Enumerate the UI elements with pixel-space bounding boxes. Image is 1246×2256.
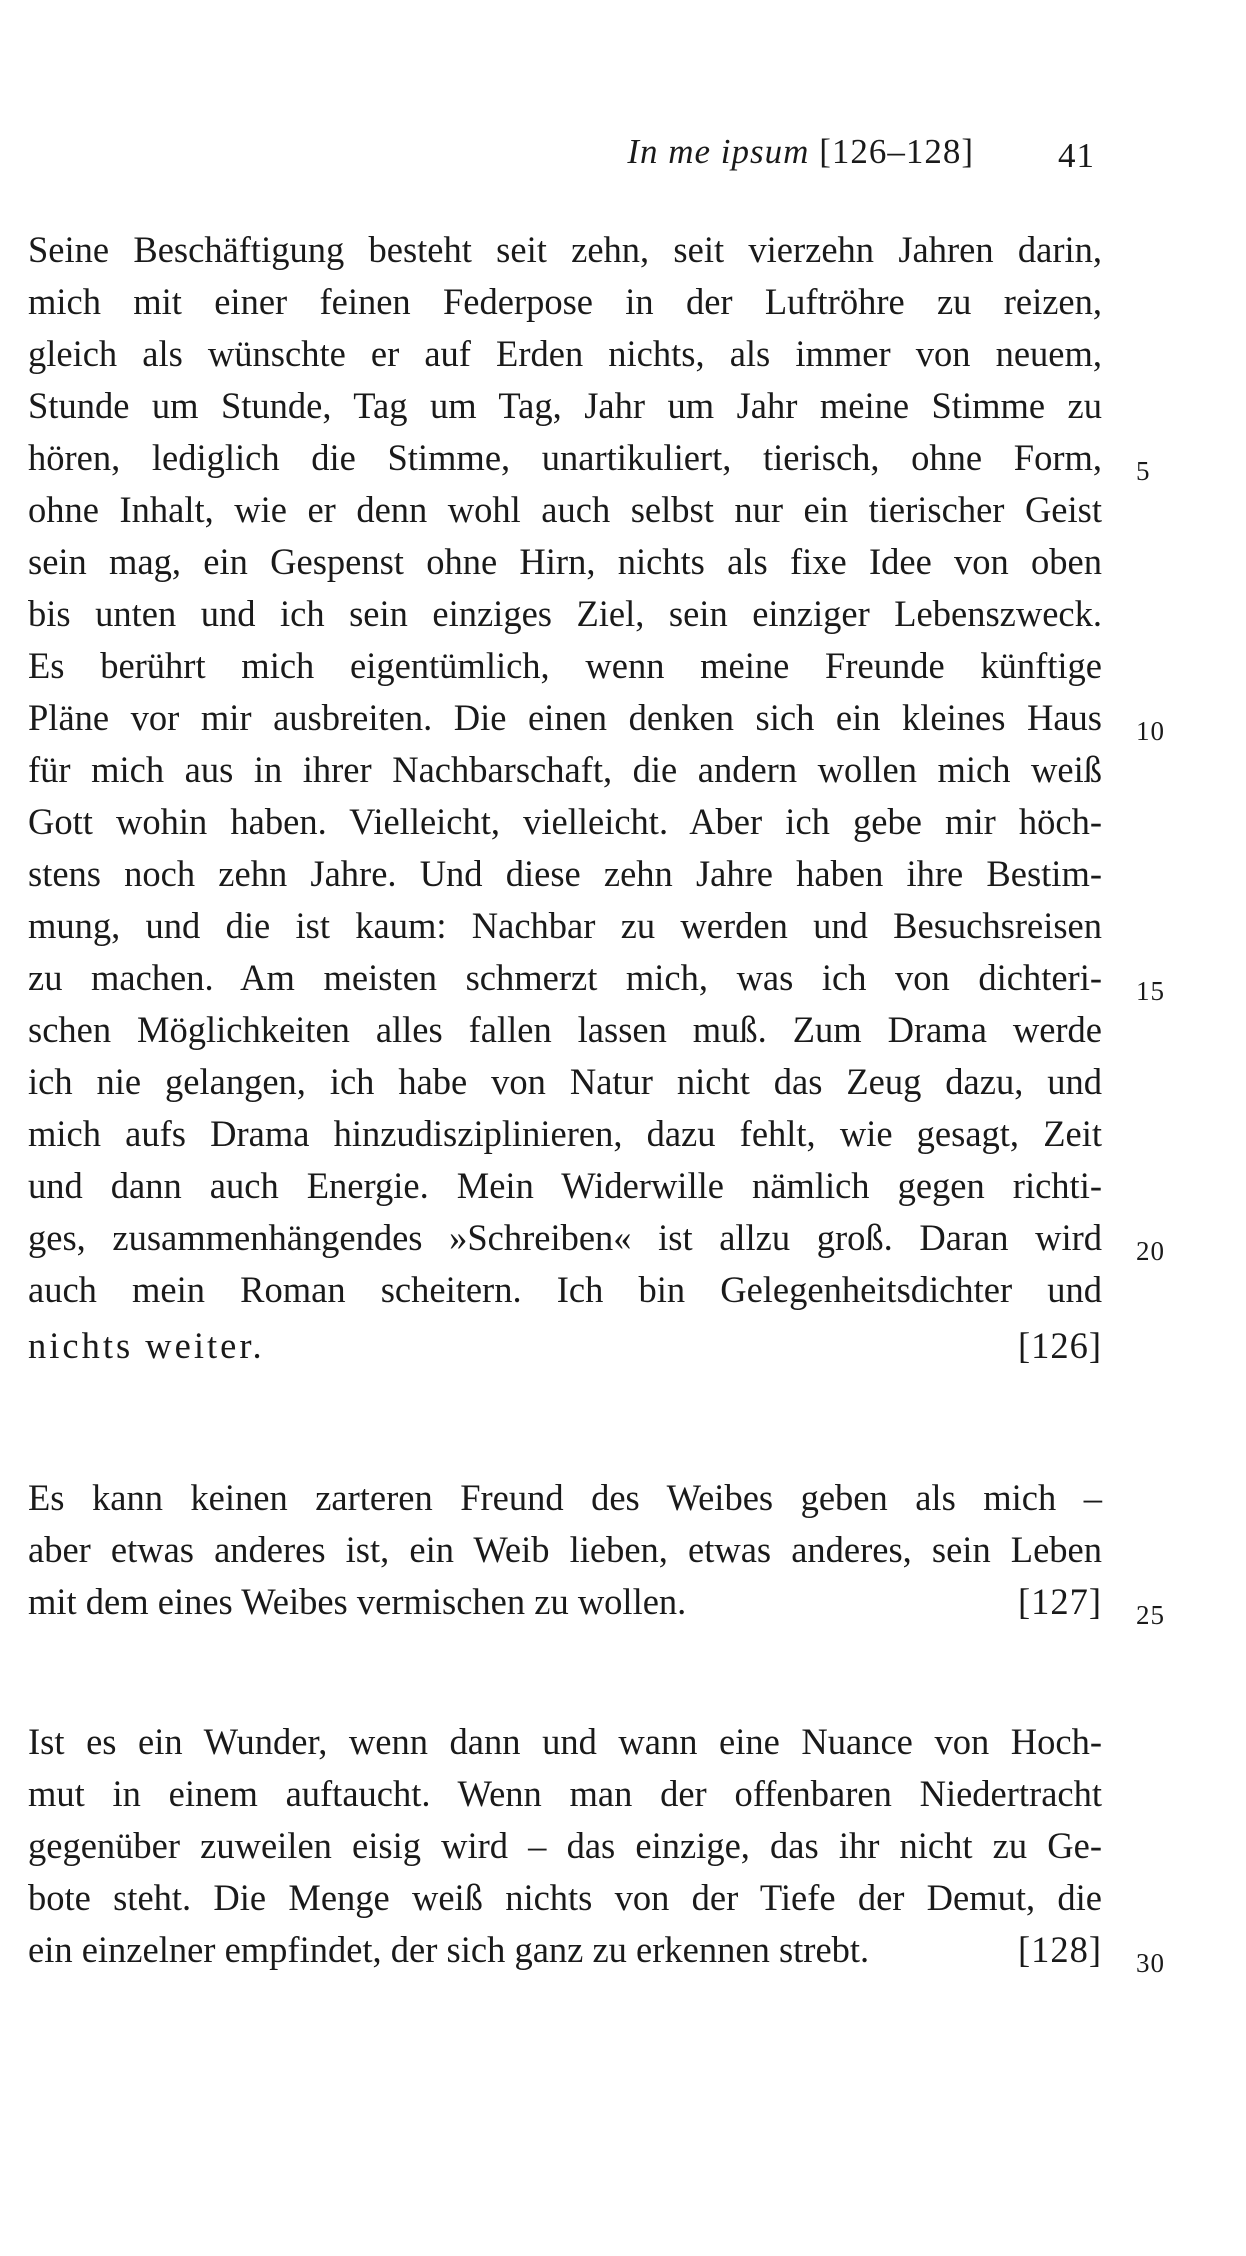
line-number: 5 — [1136, 456, 1151, 486]
text-line: ges, zusammenhängendes »Schreiben« ist allzu groß. Daran wird — [28, 1217, 1102, 1258]
line-number: 15 — [1136, 976, 1165, 1006]
page-number: 41 — [1058, 136, 1095, 175]
entry-closing-text: mit dem eines Weibes vermischen zu wollen. — [28, 1581, 687, 1622]
text-line: bote steht. Die Menge weiß nichts von der Tiefe der Demut, die — [28, 1877, 1102, 1918]
text-line: Es kann keinen zarteren Freund des Weibes geben als mich – — [28, 1477, 1102, 1518]
entry-reference: [127] — [1017, 1581, 1102, 1622]
text-line: sein mag, ein Gespenst ohne Hirn, nichts als fixe Idee von oben — [28, 541, 1102, 582]
text-line: zu machen. Am meisten schmerzt mich, was ich von dichteri- — [28, 957, 1102, 998]
entry-closing-text: nichts weiter. — [28, 1325, 265, 1366]
text-line: mich mit einer feinen Federpose in der Luftröhre zu reizen, — [28, 281, 1102, 322]
text-line: aber etwas anderes ist, ein Weib lieben, etwas anderes, sein Leben — [28, 1529, 1102, 1570]
text-line: ohne Inhalt, wie er denn wohl auch selbst nur ein tierischer Geist — [28, 489, 1102, 530]
text-line: bis unten und ich sein einziges Ziel, sein einziger Lebenszweck. — [28, 593, 1102, 634]
entry-reference: [126] — [1017, 1325, 1102, 1366]
text-line: mich aufs Drama hinzudisziplinieren, dazu fehlt, wie gesagt, Zeit — [28, 1113, 1102, 1154]
text-line: Ist es ein Wunder, wenn dann und wann eine Nuance von Hoch- — [28, 1721, 1102, 1762]
text-line: stens noch zehn Jahre. Und diese zehn Jahre haben ihre Bestim- — [28, 853, 1102, 894]
entry-reference: [128] — [1017, 1929, 1102, 1970]
text-line: hören, lediglich die Stimme, unartikuliert, tierisch, ohne Form, — [28, 437, 1102, 478]
text-line-last — [28, 1320, 1102, 1372]
text-line: für mich aus in ihrer Nachbarschaft, die andern wollen mich weiß — [28, 749, 1102, 790]
text-line: Gott wohin haben. Vielleicht, vielleicht. Aber ich gebe mir höch- — [28, 801, 1102, 842]
text-line: gegenüber zuweilen eisig wird – das einzige, das ihr nicht zu Ge- — [28, 1825, 1102, 1866]
line-number: 20 — [1136, 1236, 1165, 1266]
text-line: auch mein Roman scheitern. Ich bin Gelegenheitsdichter und — [28, 1269, 1102, 1310]
text-line: schen Möglichkeiten alles fallen lassen muß. Zum Drama werde — [28, 1009, 1102, 1050]
text-line: Stunde um Stunde, Tag um Tag, Jahr um Jahr meine Stimme zu — [28, 385, 1102, 426]
text-line: ich nie gelangen, ich habe von Natur nicht das Zeug dazu, und — [28, 1061, 1102, 1102]
text-line: mut in einem auftaucht. Wenn man der offenbaren Niedertracht — [28, 1773, 1102, 1814]
text-line: gleich als wünschte er auf Erden nichts, als immer von neuem, — [28, 333, 1102, 374]
line-number: 25 — [1136, 1600, 1165, 1630]
text-line: Seine Beschäftigung besteht seit zehn, seit vierzehn Jahren darin, — [28, 229, 1102, 270]
running-title-italic: In me ipsum — [627, 132, 810, 171]
line-number: 30 — [1136, 1948, 1165, 1978]
text-line: Es berührt mich eigentümlich, wenn meine Freunde künftige — [28, 645, 1102, 686]
text-line: Pläne vor mir ausbreiten. Die einen denken sich ein kleines Haus — [28, 697, 1102, 738]
text-line-last — [28, 1576, 1102, 1628]
text-line: und dann auch Energie. Mein Widerwille nämlich gegen richti- — [28, 1165, 1102, 1206]
running-title-range: [126–128] — [819, 132, 974, 171]
line-number: 10 — [1136, 716, 1165, 746]
entry-closing-text: ein einzelner empfindet, der sich ganz zu erkennen strebt. — [28, 1929, 870, 1970]
text-line: mung, und die ist kaum: Nachbar zu werden und Besuchsreisen — [28, 905, 1102, 946]
text-line-last — [28, 1924, 1102, 1976]
running-title — [627, 132, 974, 172]
running-head — [0, 132, 1246, 182]
